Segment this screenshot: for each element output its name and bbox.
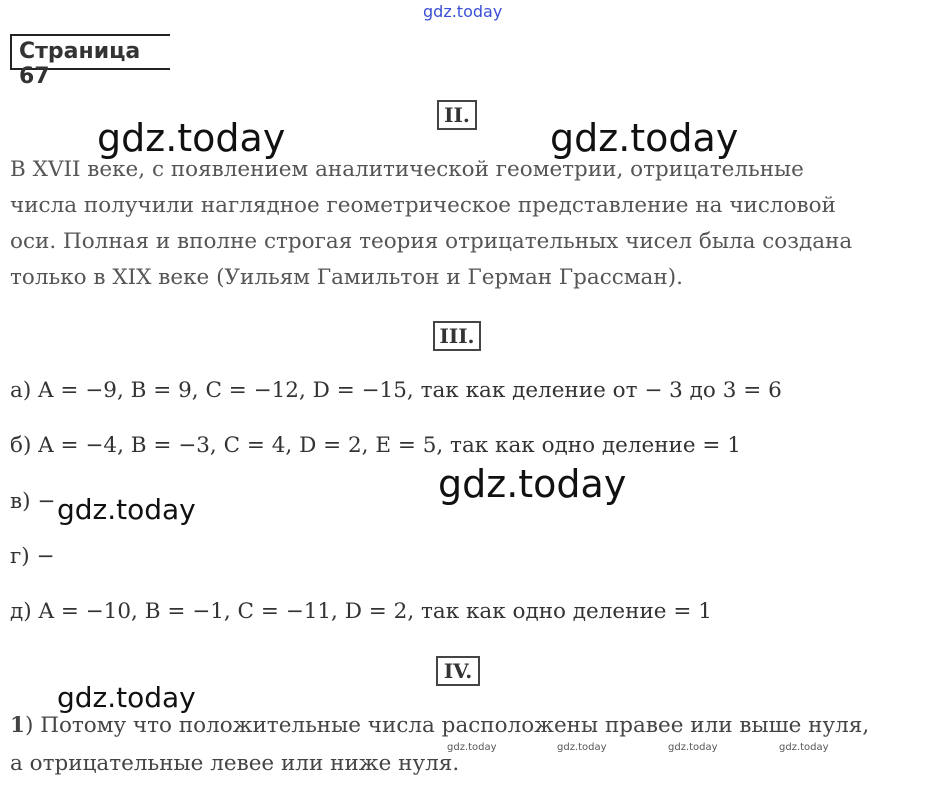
section-heading-2: II. — [437, 100, 477, 130]
answer-4-line-2: а отрицательные левее или ниже нуля. — [10, 751, 460, 776]
answer-d: д) A = −10, B = −1, C = −11, D = 2, так как одно деление = 1 — [10, 599, 712, 624]
watermark-small-4: gdz.today — [779, 742, 829, 753]
watermark-small-3: gdz.today — [668, 742, 718, 753]
answer-v: в) − — [10, 489, 56, 514]
answer-a: а) A = −9, B = 9, C = −12, D = −15, так как деление от − 3 до 3 = 6 — [10, 378, 782, 403]
watermark-4: gdz.today — [57, 493, 196, 526]
watermark-5: gdz.today — [57, 681, 196, 714]
watermark-small-2: gdz.today — [557, 742, 607, 753]
watermark-top: gdz.today — [423, 2, 503, 21]
paragraph-line-2: числа получили наглядное геометрическое представление на числовой — [10, 193, 836, 218]
watermark-1: gdz.today — [97, 116, 286, 160]
paragraph-line-1: В XVII веке, с появлением аналитической геометрии, отрицательные — [10, 157, 804, 182]
answer-4-line-1 — [10, 713, 869, 738]
paragraph-line-3: оси. Полная и вполне строгая теория отрицательных чисел была создана — [10, 229, 853, 254]
watermark-small-1: gdz.today — [447, 742, 497, 753]
section-heading-4: IV. — [436, 656, 480, 686]
section-heading-3: III. — [433, 321, 481, 351]
answer-4-text-1: ) Потому что положительные числа расположены правее или выше нуля, — [24, 713, 870, 738]
answer-number: 1 — [10, 713, 25, 738]
page-number-label: Страница 67 — [10, 34, 170, 70]
answer-b: б) A = −4, B = −3, C = 4, D = 2, E = 5, так как одно деление = 1 — [10, 433, 741, 458]
paragraph-line-4: только в XIX веке (Уильям Гамильтон и Герман Грассман). — [10, 265, 683, 290]
watermark-3: gdz.today — [438, 462, 627, 506]
answer-g: г) − — [10, 544, 55, 569]
watermark-2: gdz.today — [550, 116, 739, 160]
